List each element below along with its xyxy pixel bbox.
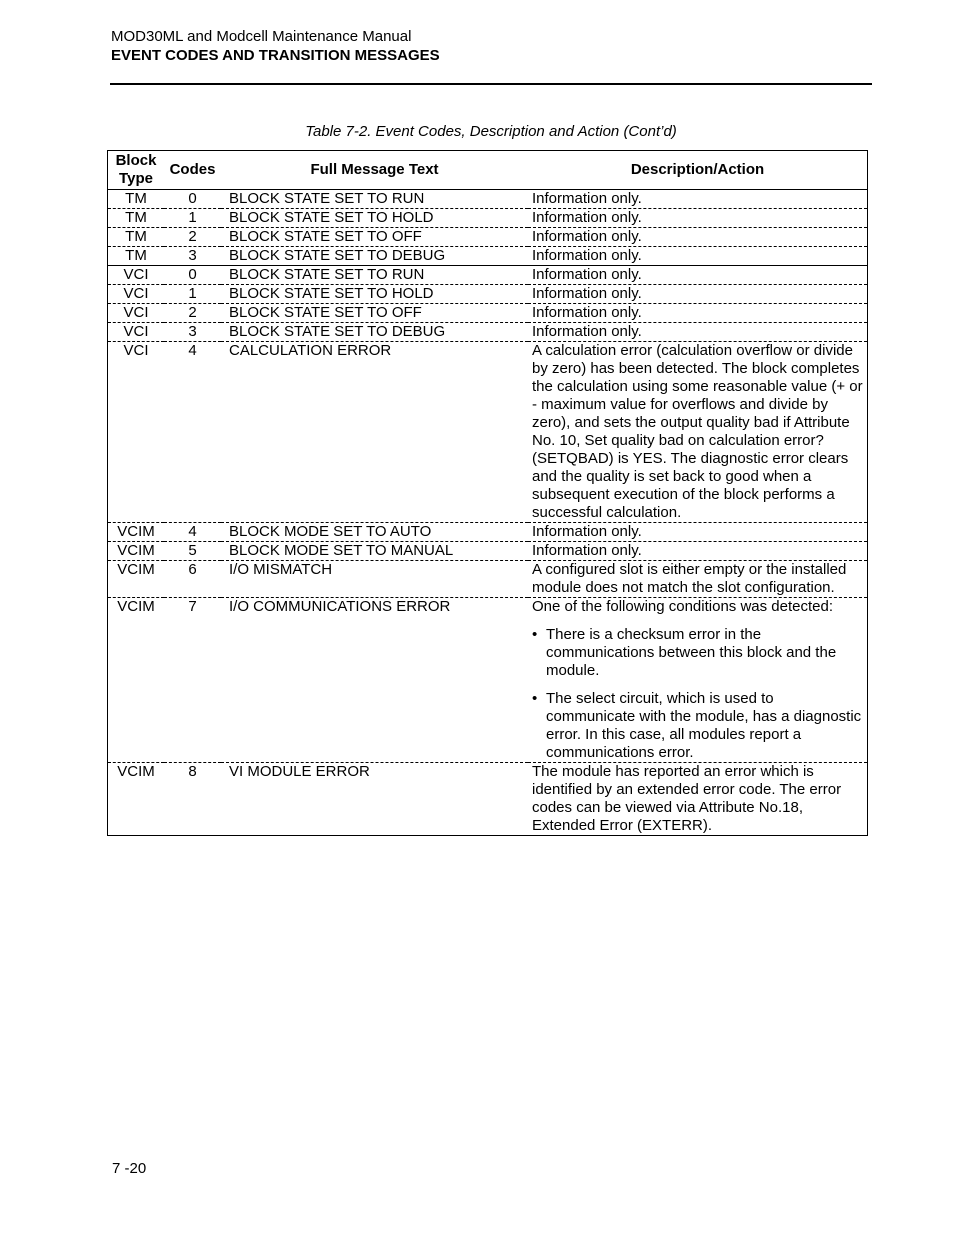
table-row xyxy=(108,598,867,763)
condition-item: • There is a checksum error in the communications between this block and the module. xyxy=(532,626,865,680)
message-cell: BLOCK STATE SET TO HOLD xyxy=(221,285,528,304)
table-body xyxy=(108,190,867,836)
description-cell xyxy=(528,304,867,323)
description-cell xyxy=(528,523,867,542)
description-cell xyxy=(528,342,867,523)
description-text: Information only. xyxy=(532,190,642,207)
code-cell: 1 xyxy=(164,285,221,304)
description-cell xyxy=(528,561,867,598)
page-number: 7 -20 xyxy=(112,1160,147,1177)
message-cell: CALCULATION ERROR xyxy=(221,342,528,523)
description-cell xyxy=(528,209,867,228)
description-text: Information only. xyxy=(532,304,642,321)
table-row xyxy=(108,209,867,228)
block-type-cell: VCIM xyxy=(108,561,164,598)
message-cell: BLOCK STATE SET TO OFF xyxy=(221,228,528,247)
block-type-cell: VCIM xyxy=(108,523,164,542)
table-row xyxy=(108,266,867,285)
description-cell xyxy=(528,190,867,209)
message-cell: BLOCK MODE SET TO AUTO xyxy=(221,523,528,542)
code-cell: 6 xyxy=(164,561,221,598)
header-divider xyxy=(110,83,872,85)
description-text: Information only. xyxy=(532,247,642,264)
code-cell: 3 xyxy=(164,247,221,266)
code-cell: 8 xyxy=(164,763,221,836)
table-row xyxy=(108,342,867,523)
description-text: Information only. xyxy=(532,523,642,540)
code-cell: 2 xyxy=(164,228,221,247)
description-text: Information only. xyxy=(532,209,642,226)
header-block-type: Block Type xyxy=(108,151,164,190)
message-cell: BLOCK MODE SET TO MANUAL xyxy=(221,542,528,561)
manual-title: MOD30ML and Modcell Maintenance Manual xyxy=(111,28,412,45)
description-cell xyxy=(528,598,867,763)
code-cell: 7 xyxy=(164,598,221,763)
table-row xyxy=(108,561,867,598)
table-row xyxy=(108,304,867,323)
section-title: EVENT CODES AND TRANSITION MESSAGES xyxy=(111,47,440,64)
block-type-cell: VCI xyxy=(108,342,164,523)
block-type-cell: VCI xyxy=(108,266,164,285)
description-text: One of the following conditions was detected: xyxy=(532,598,834,615)
block-type-cell: TM xyxy=(108,209,164,228)
table-row xyxy=(108,542,867,561)
block-type-cell: VCIM xyxy=(108,542,164,561)
message-cell: BLOCK STATE SET TO DEBUG xyxy=(221,323,528,342)
description-text: Information only. xyxy=(532,323,642,340)
block-type-cell: VCIM xyxy=(108,763,164,836)
message-cell: BLOCK STATE SET TO RUN xyxy=(221,266,528,285)
table-caption: Table 7-2. Event Codes, Description and Action (Cont’d) xyxy=(305,123,677,140)
message-cell: VI MODULE ERROR xyxy=(221,763,528,836)
message-cell: BLOCK STATE SET TO HOLD xyxy=(221,209,528,228)
message-cell: I/O MISMATCH xyxy=(221,561,528,598)
description-cell xyxy=(528,323,867,342)
header-description: Description/Action xyxy=(528,151,867,190)
block-type-cell: VCI xyxy=(108,304,164,323)
block-type-cell: VCIM xyxy=(108,598,164,763)
description-text: A calculation error (calculation overflow or divide by zero) has been detected. The block completes the calculation using some reasonable value (+ or - maximum value for overflows and divide by zero), and sets the output quality bad if Attribute No. 10, Set quality bad on calculation error? (SETQBAD) is YES. The diagnostic error clears and the quality is set back to good when a subsequent execution of the block performs a successful calculation. xyxy=(532,342,863,521)
description-cell xyxy=(528,247,867,266)
description-cell xyxy=(528,285,867,304)
block-type-cell: TM xyxy=(125,190,147,207)
table-row xyxy=(108,523,867,542)
description-text: Information only. xyxy=(532,542,642,559)
header-codes: Codes xyxy=(164,151,221,190)
table-row xyxy=(108,190,867,209)
page-header xyxy=(111,27,872,65)
message-cell: BLOCK STATE SET TO DEBUG xyxy=(221,247,528,266)
condition-list xyxy=(532,626,865,762)
message-cell: I/O COMMUNICATIONS ERROR xyxy=(221,598,528,763)
code-cell: 3 xyxy=(164,323,221,342)
description-cell xyxy=(528,266,867,285)
message-cell: BLOCK STATE SET TO OFF xyxy=(221,304,528,323)
table-header-row xyxy=(108,151,867,190)
table-row xyxy=(108,247,867,266)
code-cell: 0 xyxy=(188,190,197,207)
description-cell xyxy=(528,763,867,836)
description-cell xyxy=(528,542,867,561)
description-text: The module has reported an error which is identified by an extended error code. The error codes can be viewed via Attribute No.18, Extended Error (EXTERR). xyxy=(532,763,842,834)
table-row xyxy=(108,763,867,836)
block-type-cell: VCI xyxy=(108,323,164,342)
table-row xyxy=(108,323,867,342)
code-cell: 4 xyxy=(164,523,221,542)
description-text: A configured slot is either empty or the installed module does not match the slot configuration. xyxy=(532,561,847,596)
block-type-cell: TM xyxy=(108,247,164,266)
table-row xyxy=(108,285,867,304)
code-cell: 5 xyxy=(164,542,221,561)
header-message: Full Message Text xyxy=(221,151,528,190)
table-row xyxy=(108,228,867,247)
description-text: Information only. xyxy=(532,266,642,283)
block-type-cell: TM xyxy=(108,228,164,247)
code-cell: 2 xyxy=(164,304,221,323)
code-cell: 4 xyxy=(164,342,221,523)
code-cell: 0 xyxy=(164,266,221,285)
condition-item: • The select circuit, which is used to communicate with the module, has a diagnostic error. In this case, all modules report a communications error. xyxy=(532,690,865,762)
description-text: Information only. xyxy=(532,228,642,245)
description-cell xyxy=(528,228,867,247)
code-cell: 1 xyxy=(164,209,221,228)
block-type-cell: VCI xyxy=(108,285,164,304)
event-codes-table xyxy=(108,151,867,835)
description-text: Information only. xyxy=(532,285,642,302)
message-cell: BLOCK STATE SET TO RUN xyxy=(229,190,425,207)
